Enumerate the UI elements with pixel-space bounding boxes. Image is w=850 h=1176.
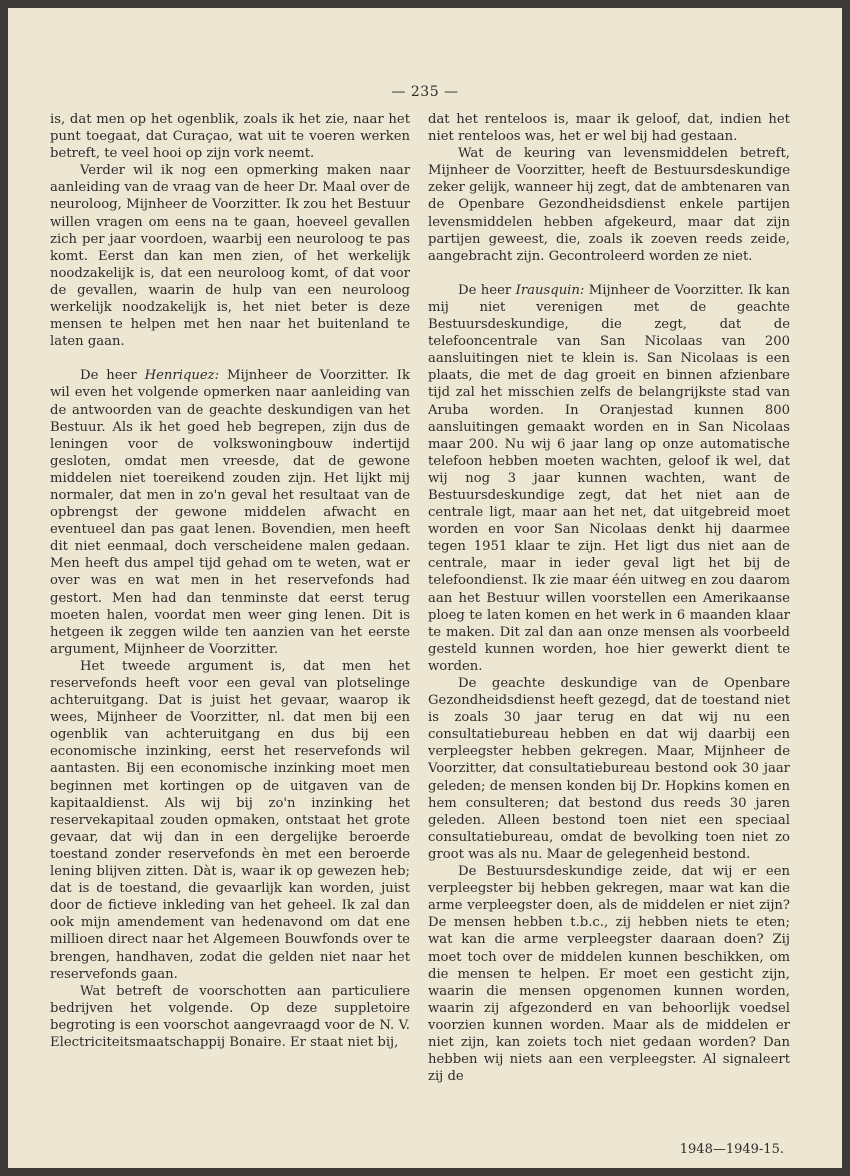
paragraph: Verder wil ik nog een opmerking maken naar aanleiding van de vraag van de heer Dr. Maal over de neuroloog, Mijnheer de Voorzitter. Ik zou het Bestuur willen vragen om eens na te gaan, hoeveel gevallen zich per jaar voordoen, waarbij een neuroloog te pas komt. Eerst dan kan men zien, of het werkelijk noodzakelijk is, dat een neuroloog komt, of dat voor de gevallen, waarin de hulp van een neuroloog werkelijk noodzakelijk is, het niet beter is deze mensen te helpen met hen naar het buitenland te laten gaan. bbox=[50, 163, 410, 350]
speaker-text: Mijnheer de Voorzitter. Ik kan mij niet verenigen met de geachte Bestuursdeskundige, die zegt, dat de telefooncentrale van San Nicolaas van 200 aansluitingen niet te klein is. San Nicolaas is een plaats, die met de dag groeit en binnen afzienbare tijd zal het misschien zelfs de belangrijkste stad van Aruba worden. In Oranjestad kunnen 800 aansluitingen gemaakt worden en in San Nicolaas maar 200. Nu wij 6 jaar lang op onze automatische telefoon hebben moeten wachten, geloof ik wel, dat wij nog 3 jaar kunnen wachten, want de Bestuursdeskundige zegt, dat het niet aan de centrale ligt, maar aan het net, dat uitgebreid moet worden en voor San Nicolaas denkt hij daarmee tegen 1951 klaar te zijn. Het ligt dus niet aan de centrale, maar in ieder geval ligt het bij de telefoondienst. Ik zie maar één uitweg en zou daarom aan het Bestuur willen voorstellen een Amerikaanse ploeg te laten komen en het werk in 6 maanden klaar te maken. Dit zal dan aan onze mensen als voorbeeld gesteld kunnen worden, hoe hier gewerkt dient te worden. bbox=[428, 282, 790, 674]
paragraph: is, dat men op het ogenblik, zoals ik het zie, naar het punt toegaat, dat Curaçao, wat uit te voeren werken betreft, te veel hooi op zijn vork neemt. bbox=[50, 112, 410, 162]
speaker-text: Mijnheer de Voorzitter. Ik wil even het volgende opmerken naar aanleiding van de antwoorden van de geachte deskundigen van het Bestuur. Als ik het goed heb begrepen, zijn dus de leningen voor de volkswoningbouw indertijd gesloten, omdat men vreesde, dat de gewone middelen niet toereikend zouden zijn. Het lijkt mij normaler, dat men in zo'n geval het resultaat van de opbrengst der gewone middelen afwacht en eventueel dan pas gaat lenen. Bovendien, men heeft dit niet eenmaal, doch verscheidene malen gedaan. Men heeft dus ampel tijd gehad om te weten, wat er over was en wat men in het reservefonds had gestort. Men had dan tenminste dat eerst terug moeten halen, voordat men weer ging lenen. Dit is hetgeen ik zeggen wilde ten aanzien van het eerste argument, Mijnheer de Voorzitter. bbox=[50, 368, 410, 657]
document-page bbox=[8, 8, 842, 1168]
page-number: — 235 — bbox=[391, 84, 459, 100]
footer-document-code: 1948—1949-15. bbox=[679, 1142, 784, 1157]
speaker-lead: De heer bbox=[458, 282, 516, 298]
paragraph: De geachte deskundige van de Openbare Gezondheidsdienst heeft gezegd, dat de toestand niet is zoals 30 jaar terug en dat wij nu een consultatiebureau hebben en dat wij daarbij een verpleegster hebben gekregen. Maar, Mijnheer de Voorzitter, dat consultatiebureau bestond ook 30 jaar geleden; de mensen konden bij Dr. Hopkins komen en hem consulteren; dat bestond dus reeds 30 jaren geleden. Alleen bestond toen niet een speciaal consultatiebureau, omdat de bevolking toen niet zo groot was als nu. Maar de gelegenheid bestond. bbox=[428, 676, 790, 862]
right-column bbox=[428, 111, 790, 1085]
speaker-lead: De heer bbox=[80, 368, 145, 384]
paragraph: Wat betreft de voorschotten aan particuliere bedrijven het volgende. Op deze suppletoire begroting is een voorschot aangevraagd voor de N. V. Electriciteitsmaatschappij Bonaire. Er staat niet bij, bbox=[50, 983, 410, 1050]
speaker-paragraph bbox=[50, 367, 410, 658]
speaker-name: Irausquin: bbox=[515, 282, 585, 298]
speaker-paragraph bbox=[428, 282, 790, 675]
speaker-name: Henriquez: bbox=[144, 368, 220, 384]
paragraph: Het tweede argument is, dat men het reservefonds heeft voor een geval van plotselinge achteruitgang. Dat is juist het gevaar, waarop ik wees, Mijnheer de Voorzitter, nl. dat men bij een ogenblik van achteruitgang en dus bij een economische inzinking, eerst het reservefonds wil aantasten. Bij een economische inzinking moet men beginnen met kortingen op de uitgaven van de kapitaaldienst. Als wij bij zo'n inzinking het reservekapitaal zouden opmaken, ontstaat het grote gevaar, dat wij dan in een dergelijke beroerde toestand zonder reservefonds èn met een beroerde lening blijven zitten. Dàt is, waar ik op gewezen heb; dat is de toestand, die gevaarlijk kan worden, juist door de fictieve inkleding van het geheel. Ik zal dan ook mijn amendement van hedenavond om dat ene millioen direct naar het Algemeen Bouwfonds over te brengen, handhaven, zodat die gelden niet naar het reservefonds gaan. bbox=[50, 658, 410, 982]
paragraph: De Bestuursdeskundige zeide, dat wij er een verpleegster bij hebben gekregen, maar wat kan die arme verpleegster doen, als de middelen er niet zijn? De mensen hebben t.b.c., zij hebben niets te eten; wat kan die arme verpleegster daaraan doen? Zij moet toch over de middelen kunnen beschikken, om die mensen te helpen. Er moet een gesticht zijn, waarin die mensen opgenomen kunnen worden, waarin zij afgezonderd en van behoorlijk voedsel voorzien kunnen worden. Maar als de middelen er niet zijn, kan zoiets toch niet gedaan worden? Dan hebben wij niets aan een verpleegster. Al signaleert zij de bbox=[428, 864, 790, 1085]
paragraph: dat het renteloos is, maar ik geloof, dat, indien het niet renteloos was, het er wel bij had gestaan. bbox=[428, 112, 790, 145]
left-column bbox=[50, 111, 410, 1051]
paragraph: Wat de keuring van levensmiddelen betreft, Mijnheer de Voorzitter, heeft de Bestuursdeskundige zeker gelijk, wanneer hij zegt, dat de ambtenaren van de Openbare Gezondheidsdienst enkele partijen levensmiddelen hebben afgekeurd, maar dat zijn partijen geweest, die, zoals ik zoeven reeds zeide, aangebracht zijn. Gecontroleerd worden ze niet. bbox=[428, 146, 790, 264]
